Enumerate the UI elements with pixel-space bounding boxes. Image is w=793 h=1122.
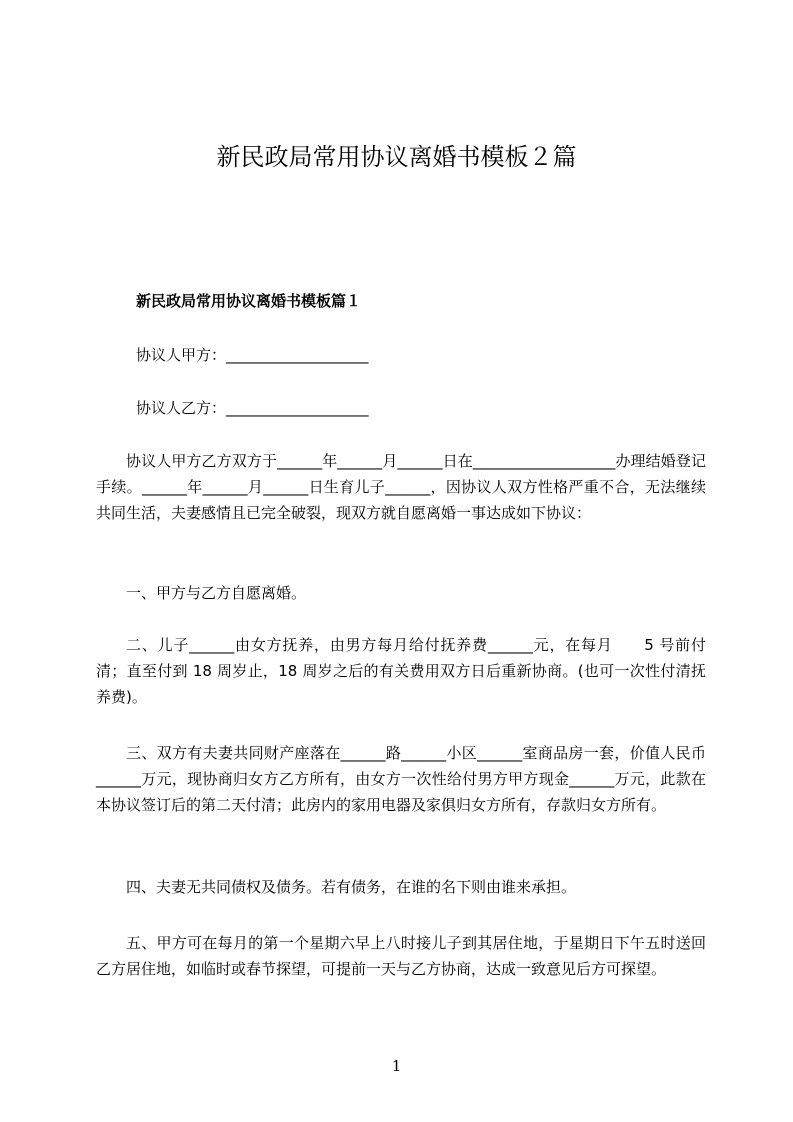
party-b-line: 协议人乙方：___________________ — [136, 399, 369, 417]
clause-3: 三、双方有夫妻共同财产座落在______路______小区______室商品房一套，价值人民币______万元，现协商归女方乙方所有，由女方一次性给付男方甲方现金______万元，此款在本协议签订后的第二天付清；此房内的家用电器及家俱归女方所有，存款归女方所有。 — [96, 744, 706, 814]
section-heading: 新民政局常用协议离婚书模板篇１ — [136, 292, 362, 310]
page-number: 1 — [391, 1057, 402, 1075]
clause-2: 二、儿子______由女方抚养，由男方每月给付抚养费______元，在每月 5 号前付清；直至付到 18 周岁止，18 周岁之后的有关费用双方日后重新协商。(也可一次性付清抚养费)。 — [96, 636, 706, 706]
intro-paragraph: 协议人甲方乙方双方于______年______月______日在___________________办理结婚登记手续。______年______月______日生育儿子______，因协议人双方性格严重不合，无法继续共同生活，夫妻感情且已完全破裂，现双方就自愿离婚一事达成如下协议： — [96, 452, 706, 522]
document-title: 新民政局常用协议离婚书模板２篇 — [216, 143, 577, 171]
clause-4: 四、夫妻无共同债权及债务。若有债务，在谁的名下则由谁来承担。 — [126, 878, 577, 896]
clause-5: 五、甲方可在每月的第一个星期六早上八时接儿子到其居住地，于星期日下午五时送回乙方居住地，如临时或春节探望，可提前一天与乙方协商，达成一致意见后方可探望。 — [96, 934, 706, 978]
clause-1: 一、甲方与乙方自愿离婚。 — [126, 584, 307, 602]
party-a-line: 协议人甲方：___________________ — [136, 346, 369, 364]
